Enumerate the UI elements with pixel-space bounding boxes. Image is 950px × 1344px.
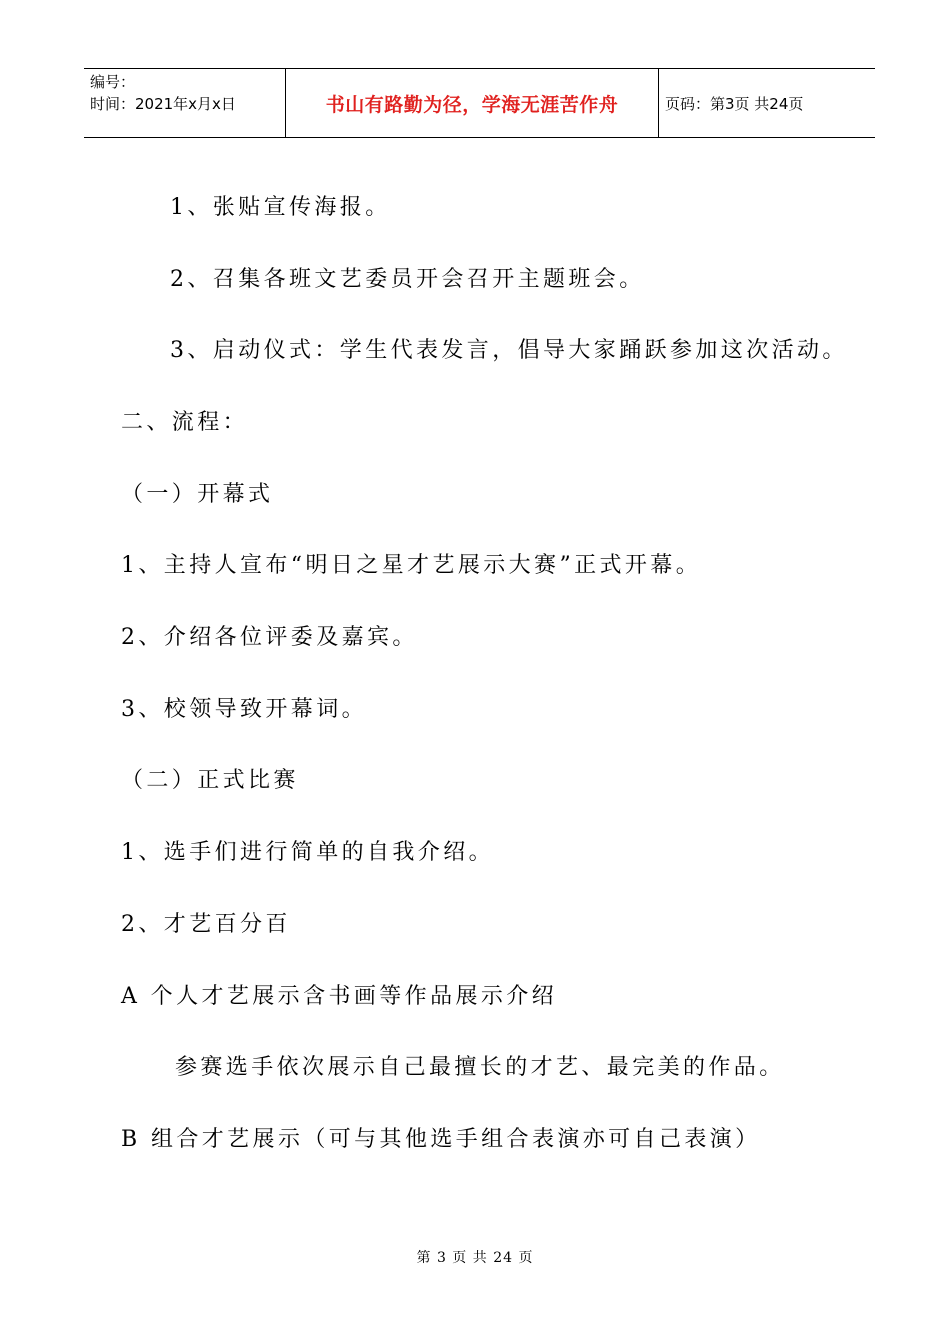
header-page-info: 页码：第3页 共24页 [665, 94, 804, 113]
body-line-8: 3、校领导致开幕词。 [121, 697, 367, 722]
body-line-11: 2、才艺百分百 [121, 912, 291, 937]
body-line-14: B 组合才艺展示（可与其他选手组合表演亦可自己表演） [121, 1127, 761, 1152]
body-line-7: 2、介绍各位评委及嘉宾。 [121, 625, 418, 650]
header-motto: 书山有路勤为径，学海无涯苦作舟 [286, 69, 659, 137]
header-meta [84, 69, 286, 137]
page-header [84, 68, 875, 138]
body-line-10: 1、选手们进行简单的自我介绍。 [121, 840, 494, 865]
body-line-2: 2、召集各班文艺委员开会召开主题班会。 [170, 267, 645, 292]
page-footer-number: 第 3 页 共 24 页 [416, 1250, 534, 1266]
body-line-13: 参赛选手依次展示自己最擅长的才艺、最完美的作品。 [175, 1055, 785, 1080]
serial-number-label: 编号： [90, 73, 136, 91]
body-line-12: A 个人才艺展示含书画等作品展示介绍 [121, 984, 558, 1009]
section-heading-process: 二、流程： [121, 410, 249, 435]
body-line-6: 1、主持人宣布“明日之星才艺展示大赛”正式开幕。 [121, 553, 702, 578]
body-line-1: 1、张贴宣传海报。 [170, 195, 391, 220]
subsection-heading-opening: （一）开幕式 [121, 482, 274, 507]
subsection-heading-competition: （二）正式比赛 [121, 768, 299, 793]
date-label: 时间：2021年x月x日 [90, 95, 236, 113]
body-line-3: 3、启动仪式：学生代表发言，倡导大家踊跃参加这次活动。 [170, 338, 848, 363]
